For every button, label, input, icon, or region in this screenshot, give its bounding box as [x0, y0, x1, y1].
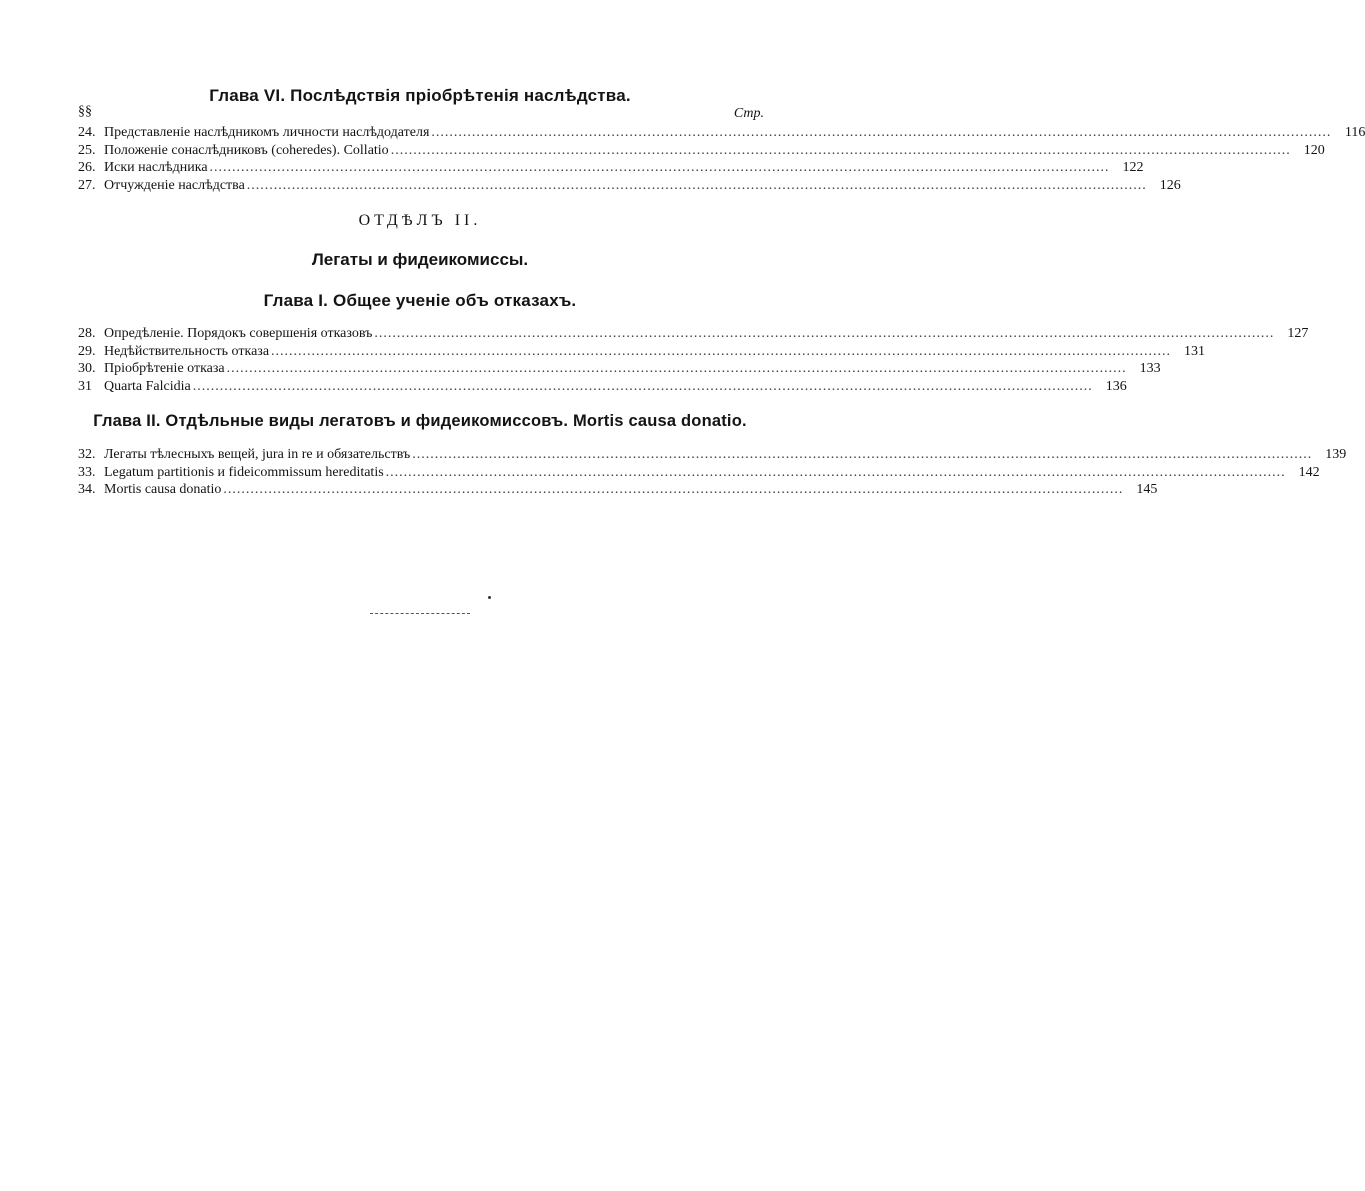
- page-column-header: Стр.: [733, 106, 764, 121]
- toc-entry-number: 24.: [78, 125, 96, 140]
- leader-dots: ........................................................................................................................................................................................................: [192, 378, 1093, 394]
- toc-entry-title: Иски наслѣдника: [104, 160, 208, 175]
- toc-entry-title: Mortis causa donatio: [104, 482, 222, 497]
- toc-entry-page: 127: [1287, 326, 1309, 341]
- toc-entry: [78, 142, 1325, 160]
- leader-dots: ........................................................................................................................................................................................................: [374, 326, 1275, 341]
- toc-entry-number: 33.: [78, 464, 96, 480]
- toc-entry-number: 30.: [78, 361, 96, 376]
- toc-entry: [78, 464, 1320, 482]
- toc-entry-title: Положеніе сонаслѣдниковъ (coheredes). Collatio: [104, 142, 389, 158]
- toc-entry: [78, 343, 1206, 361]
- chapter-i-title: Глава I. Общее ученіе объ отказахъ.: [263, 291, 577, 310]
- toc-entry: [78, 159, 1144, 177]
- toc-entry-title: Legatum partitionis и fideicommissum hereditatis: [104, 464, 384, 480]
- toc-entry-number: 29.: [78, 343, 96, 359]
- toc-entry: [78, 177, 1181, 195]
- chapter-vi-toc: [78, 124, 1365, 194]
- toc-entry-number: 25.: [78, 142, 96, 158]
- toc-entry-title: Отчужденіе наслѣдства: [104, 177, 245, 193]
- toc-entry-title: Недѣйствительность отказа: [104, 343, 270, 359]
- section-title: Легаты и фидеикомиссы.: [311, 250, 529, 269]
- leader-dots: ........................................................................................................................................................................................................: [223, 482, 1124, 497]
- toc-entry-page: 133: [1139, 361, 1161, 376]
- toc-entry: [78, 360, 1161, 378]
- toc-entry-number: 26.: [78, 160, 96, 175]
- chapter-ii-toc: [78, 446, 1347, 499]
- toc-entry: [78, 325, 1309, 343]
- leader-dots: ........................................................................................................................................................................................................: [431, 125, 1332, 140]
- chapter-i-toc: [78, 325, 1309, 395]
- toc-entry-page: 142: [1298, 464, 1320, 480]
- toc-entry-page: 139: [1325, 447, 1347, 462]
- toc-entry: [78, 378, 1127, 396]
- toc-entry: [78, 124, 1365, 142]
- toc-entry-number: 31: [78, 378, 92, 394]
- leader-dots: ........................................................................................................................................................................................................: [390, 142, 1291, 158]
- leader-dots: ........................................................................................................................................................................................................: [412, 447, 1313, 462]
- section-sign-column-header: §§: [78, 104, 92, 119]
- toc-entry-page: 120: [1303, 142, 1325, 158]
- toc-entry-title: Quarta Falcidia: [104, 378, 191, 394]
- ornament-dot: [488, 596, 491, 599]
- toc-entry-number: 27.: [78, 177, 96, 193]
- toc-entry-page: 145: [1136, 482, 1158, 497]
- leader-dots: ........................................................................................................................................................................................................: [209, 160, 1110, 175]
- chapter-ii-title: Глава II. Отдѣльные виды легатовъ и фидеикомиссовъ. Mortis causa donatio.: [93, 412, 747, 430]
- leader-dots: ........................................................................................................................................................................................................: [226, 361, 1127, 376]
- toc-entry-page: 116: [1344, 125, 1365, 140]
- toc-entry: [78, 481, 1158, 499]
- toc-entry-number: 28.: [78, 326, 96, 341]
- chapter-vi-title: Глава VI. Послѣдствія пріобрѣтенія наслѣдства.: [209, 86, 631, 105]
- toc-entry-number: 34.: [78, 482, 96, 497]
- toc-entry-page: 136: [1105, 378, 1127, 394]
- toc-entry-title: Пріобрѣтеніе отказа: [104, 361, 225, 376]
- section-header: ОТДѢЛЪ II.: [358, 212, 482, 229]
- toc-entry-number: 32.: [78, 447, 96, 462]
- toc-entry-title: Опредѣленіе. Порядокъ совершенія отказовъ: [104, 326, 373, 341]
- toc-entry-title: Представленіе наслѣдникомъ личности наслѣдодателя: [104, 125, 430, 140]
- toc-entry-page: 126: [1159, 177, 1181, 193]
- leader-dots: ........................................................................................................................................................................................................: [246, 177, 1147, 193]
- toc-entry: [78, 446, 1347, 464]
- leader-dots: ........................................................................................................................................................................................................: [271, 343, 1172, 359]
- end-ornament-rule: [370, 613, 470, 614]
- toc-entry-page: 131: [1184, 343, 1206, 359]
- toc-entry-title: Легаты тѣлесныхъ вещей, jura in re и обязательствъ: [104, 447, 411, 462]
- leader-dots: ........................................................................................................................................................................................................: [385, 464, 1286, 480]
- toc-entry-page: 122: [1122, 160, 1144, 175]
